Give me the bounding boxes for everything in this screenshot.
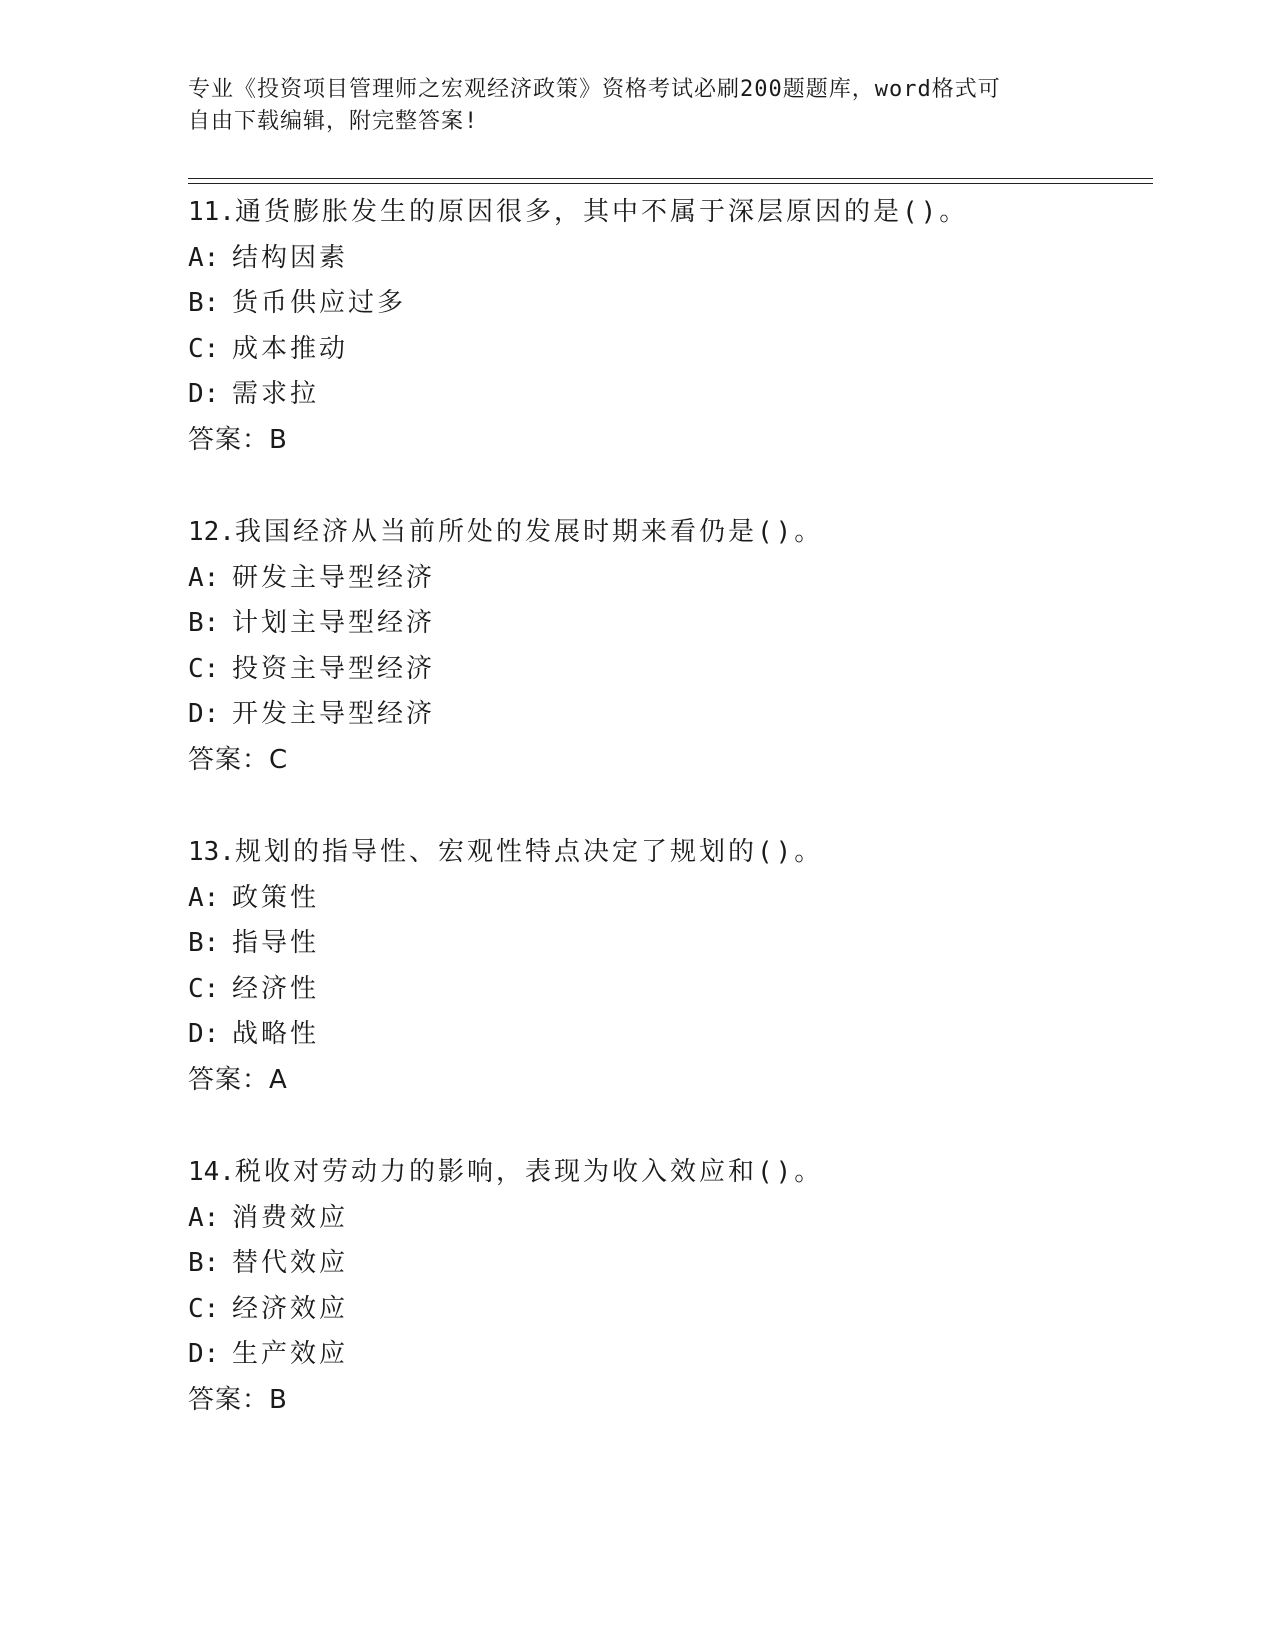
option-a [188, 1196, 1148, 1242]
option-b [188, 1241, 1148, 1287]
option-c [188, 327, 1148, 373]
header-line-2: 自由下载编辑，附完整答案! [188, 109, 479, 134]
question-number: 13. [188, 837, 235, 867]
header-divider-top [188, 178, 1153, 179]
question-text: 通货膨胀发生的原因很多，其中不属于深层原因的是()。 [234, 197, 969, 227]
header-divider-bottom [188, 183, 1153, 184]
option-text: 研发主导型经济 [232, 562, 436, 593]
option-c [188, 647, 1148, 693]
option-key: B: [188, 288, 220, 318]
option-key: B: [188, 608, 220, 638]
option-key: D: [188, 1339, 220, 1369]
option-key: D: [188, 1019, 220, 1049]
option-key: C: [188, 333, 220, 364]
option-text: 生产效应 [232, 1339, 349, 1369]
option-b [188, 921, 1148, 967]
option-key: B: [188, 928, 220, 958]
option-text: 开发主导型经济 [232, 699, 436, 729]
option-text: 投资主导型经济 [232, 653, 436, 684]
option-a [188, 236, 1148, 282]
option-text: 替代效应 [232, 1248, 349, 1278]
option-text: 结构因素 [232, 242, 349, 273]
option-b [188, 601, 1148, 647]
question-stem [188, 1150, 1148, 1196]
option-key: D: [188, 379, 220, 409]
question-number: 14. [188, 1157, 235, 1187]
answer: 答案：B [188, 424, 288, 455]
answer: 答案：A [188, 1064, 288, 1095]
option-text: 货币供应过多 [232, 288, 407, 318]
question-stem [188, 510, 1148, 556]
option-d [188, 692, 1148, 738]
option-key: D: [188, 699, 220, 729]
option-d [188, 1332, 1148, 1378]
option-text: 需求拉 [232, 379, 320, 409]
answer: 答案：B [188, 1384, 288, 1415]
question-stem [188, 830, 1148, 876]
option-key: B: [188, 1248, 220, 1278]
option-key: C: [188, 973, 220, 1004]
option-text: 政策性 [232, 882, 320, 913]
option-text: 消费效应 [232, 1202, 349, 1233]
question-text: 规划的指导性、宏观性特点决定了规划的()。 [234, 837, 824, 867]
option-text: 计划主导型经济 [232, 608, 436, 638]
option-c [188, 967, 1148, 1013]
option-text: 战略性 [232, 1019, 320, 1049]
option-d [188, 372, 1148, 418]
question-14 [188, 1150, 1148, 1470]
answer: 答案：C [188, 744, 289, 775]
question-list [188, 190, 1148, 1470]
option-c [188, 1287, 1148, 1333]
option-key: C: [188, 1293, 220, 1324]
option-key: A: [188, 1202, 220, 1233]
option-d [188, 1012, 1148, 1058]
document-header [188, 74, 1088, 138]
option-text: 经济效应 [232, 1293, 349, 1324]
option-text: 指导性 [232, 928, 320, 958]
question-11 [188, 190, 1148, 510]
option-key: A: [188, 242, 220, 273]
option-text: 经济性 [232, 973, 320, 1004]
option-key: A: [188, 562, 220, 593]
question-number: 12. [188, 517, 235, 547]
header-line-1: 专业《投资项目管理师之宏观经济政策》资格考试必刷200题题库，word格式可 [188, 77, 1001, 102]
question-12 [188, 510, 1148, 830]
option-text: 成本推动 [232, 333, 349, 364]
question-text: 我国经济从当前所处的发展时期来看仍是()。 [234, 517, 824, 547]
option-a [188, 876, 1148, 922]
option-key: A: [188, 882, 220, 913]
option-key: C: [188, 653, 220, 684]
question-13 [188, 830, 1148, 1150]
question-text: 税收对劳动力的影响，表现为收入效应和()。 [234, 1157, 824, 1187]
question-stem [188, 190, 1148, 236]
question-number: 11. [188, 197, 235, 227]
option-a [188, 556, 1148, 602]
option-b [188, 281, 1148, 327]
